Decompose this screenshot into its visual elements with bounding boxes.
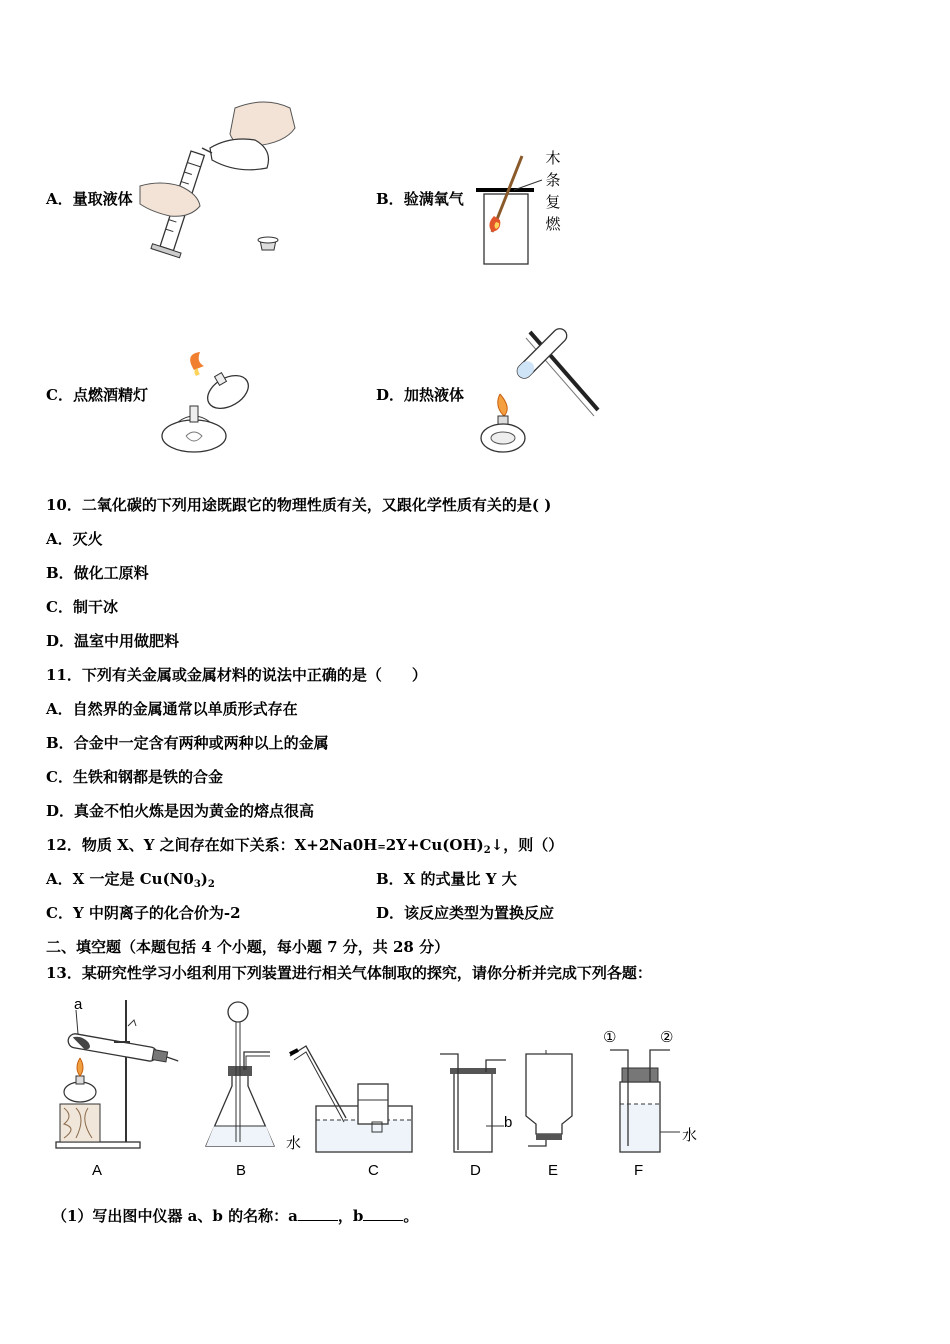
q9-option-a: A．量取液体 xyxy=(46,190,133,208)
label-port-2: ② xyxy=(660,1029,674,1046)
figure-gas-apparatus xyxy=(46,996,716,1186)
q12-option-c: C．Y 中阴离子的化合价为-2 xyxy=(46,904,241,922)
q9-option-d: D．加热液体 xyxy=(376,386,465,404)
q10-option-a: A．灭火 xyxy=(46,530,103,548)
q12-option-d: D．该反应类型为置换反应 xyxy=(376,904,555,922)
q9-option-c: C．点燃酒精灯 xyxy=(46,386,148,404)
label-water-c: 水 xyxy=(286,1135,302,1152)
q11-option-b: B．合金中一定含有两种或两种以上的金属 xyxy=(46,734,329,752)
answer-blank-b[interactable] xyxy=(363,1206,403,1221)
apparatus-f xyxy=(610,1050,680,1152)
q12-stem: 12．物质 X、Y 之间存在如下关系：$X+2Na0H=2Y+Cu(OH)_2↓$，则（） xyxy=(46,836,564,856)
figure-light-alcohol-lamp xyxy=(158,352,258,458)
q13-stem: 13．某研究性学习小组利用下列装置进行相关气体制取的探究，请你分析并完成下列各题： xyxy=(46,964,652,982)
figure-heat-liquid xyxy=(470,324,610,458)
q10-option-b: B．做化工原料 xyxy=(46,564,149,582)
label-port-1: ① xyxy=(603,1029,617,1046)
label-b: b xyxy=(504,1114,513,1131)
q11-option-a: A．自然界的金属通常以单质形式存在 xyxy=(46,700,298,718)
label-water-f: 水 xyxy=(682,1127,698,1144)
label-a: a xyxy=(74,996,83,1013)
answer-blank-a[interactable] xyxy=(298,1206,338,1221)
section-heading: 二、填空题（本题包括 4 个小题，每小题 7 分，共 28 分） xyxy=(46,938,450,956)
apparatus-e xyxy=(526,1050,572,1146)
q10-option-c: C．制干冰 xyxy=(46,598,118,616)
figure-measure-liquid xyxy=(140,98,300,263)
q12-option-b: B．X 的式量比 Y 大 xyxy=(376,870,517,888)
apparatus-label-c: C xyxy=(368,1162,379,1179)
q11-stem: 11．下列有关金属或金属材料的说法中正确的是（ ） xyxy=(46,666,427,684)
apparatus-label-e: E xyxy=(548,1162,559,1179)
q11-option-d: D．真金不怕火炼是因为黄金的熔点很高 xyxy=(46,802,315,820)
apparatus-label-b: B xyxy=(236,1162,247,1179)
apparatus-b xyxy=(206,1002,274,1146)
apparatus-d xyxy=(440,1054,506,1152)
q12-option-a: A．X 一定是 $Cu(N0_3)_2$ xyxy=(46,870,215,890)
figure-b-label: 木 条 复 燃 xyxy=(545,150,561,233)
q9-option-b: B．验满氧气 xyxy=(376,190,464,208)
q11-option-c: C．生铁和钢都是铁的合金 xyxy=(46,768,223,786)
apparatus-c xyxy=(290,1046,412,1152)
q10-option-d: D．温室中用做肥料 xyxy=(46,632,180,650)
q10-stem: 10．二氧化碳的下列用途既跟它的物理性质有关，又跟化学性质有关的是( ) xyxy=(46,496,552,514)
apparatus-label-d: D xyxy=(470,1162,481,1179)
q13-sub1: （1）写出图中仪器 a、b 的名称：a ，b 。 xyxy=(52,1207,419,1225)
apparatus-label-f: F xyxy=(634,1162,644,1179)
apparatus-a xyxy=(56,1000,180,1148)
apparatus-label-a: A xyxy=(92,1162,103,1179)
